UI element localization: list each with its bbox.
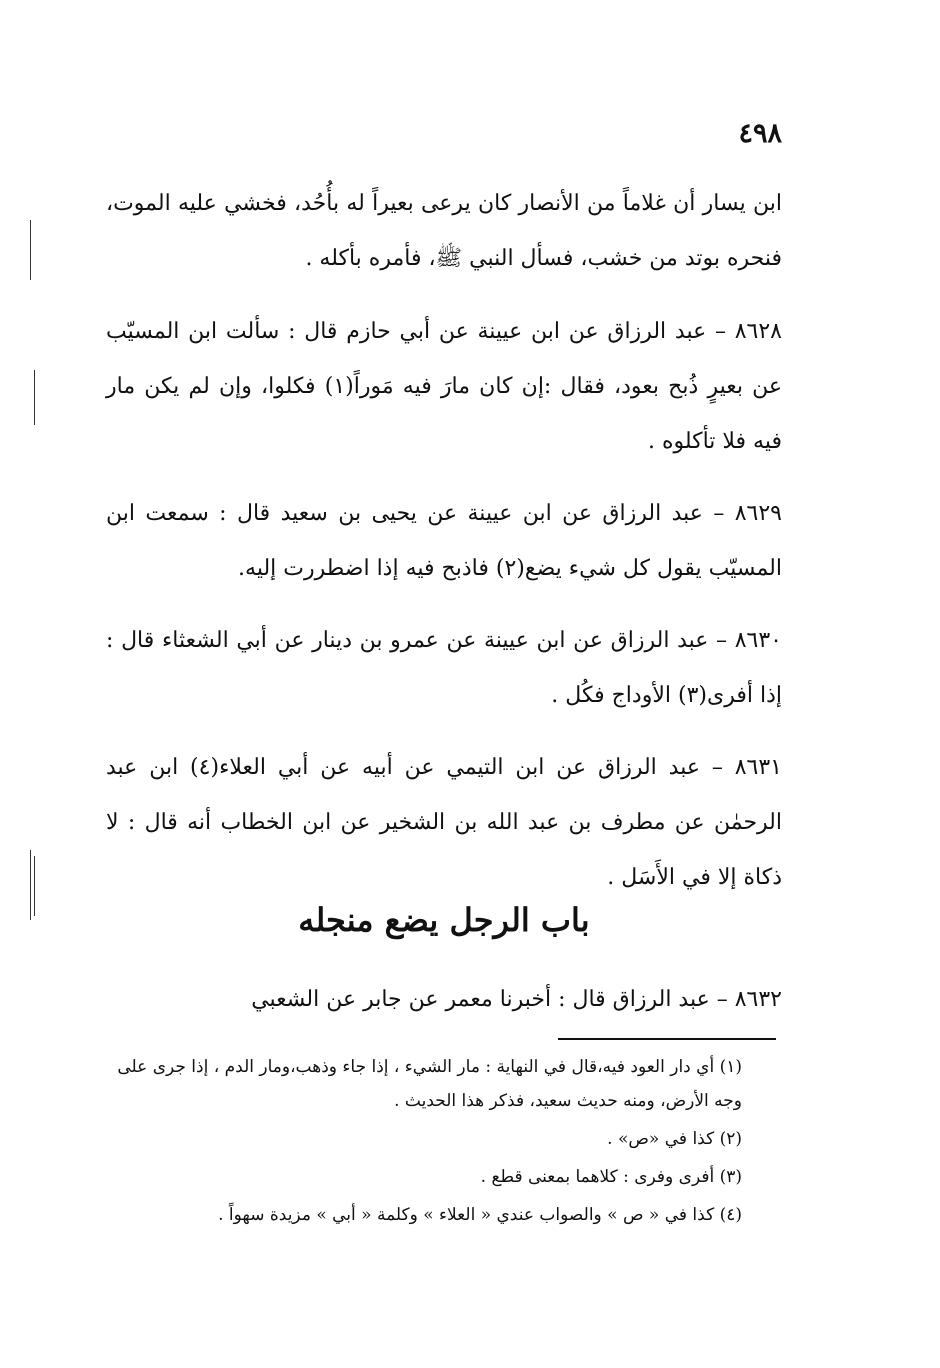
- page-number: ٤٩٨: [738, 118, 782, 149]
- hadith-8632: ٨٦٣٢ – عبد الرزاق قال : أخبرنا معمر عن جابر عن الشعبي: [251, 987, 782, 1012]
- hadith-8629: ٨٦٢٩ – عبد الرزاق عن ابن عيينة عن يحيى بن سعيد قال : سمعت ابن المسيّب يقول كل شيء يضع(٢) فاذبح فيه إذا اضطررت إليه.: [106, 501, 782, 581]
- main-text: [106, 176, 782, 922]
- footnote-2: (٢) كذا في «ص» .: [607, 1129, 742, 1149]
- hadith-8631: ٨٦٣١ – عبد الرزاق عن ابن التيمي عن أبيه عن أبي العلاء(٤) ابن عبد الرحمٰن عن مطرف بن عبد الله بن الشخير عن ابن الخطاب أنه قال : لا ذكاة إلا في الأَسَل .: [106, 755, 782, 890]
- section-heading: باب الرجل يضع منجله: [298, 901, 590, 939]
- footnote-3: (٣) أفرى وفرى : كلاهما بمعنى قطع .: [480, 1167, 742, 1187]
- scan-margin-mark: [30, 220, 31, 280]
- footnotes: [106, 1050, 782, 1236]
- paragraph: ابن يسار أن غلاماً من الأنصار كان يرعى بعيراً له بأُحُد، فخشي عليه الموت، فنحره بوتد من خشب، فسأل النبي ﷺ، فأمره بأكله .: [106, 191, 782, 271]
- scan-margin-mark: [34, 370, 35, 425]
- scan-margin-mark: [34, 856, 35, 916]
- scan-margin-mark: [30, 850, 31, 920]
- footnote-divider: [558, 1038, 776, 1040]
- footnote-4: (٤) كذا في « ص » والصواب عندي « العلاء » وكلمة « أبي » مزيدة سهواً .: [218, 1205, 742, 1225]
- hadith-8628: ٨٦٢٨ – عبد الرزاق عن ابن عيينة عن أبي حازم قال : سألت ابن المسيّب عن بعيرٍ ذُبح بعود، فقال :إن كان مارَ فيه مَوراً(١) فكلوا، وإن لم يكن مار فيه فلا تأكلوه .: [106, 319, 783, 454]
- hadith-8630: ٨٦٣٠ – عبد الرزاق عن ابن عيينة عن عمرو بن دينار عن أبي الشعثاء قال : إذا أفرى(٣) الأوداج فكُل .: [106, 628, 782, 708]
- footnote-1: (١) أي دار العود فيه،قال في النهاية : مار الشيء ، إذا جاء وذهب،ومار الدم ، إذا جرى على وجه الأرض، ومنه حديث سعيد، فذكر هذا الحديث .: [117, 1057, 742, 1111]
